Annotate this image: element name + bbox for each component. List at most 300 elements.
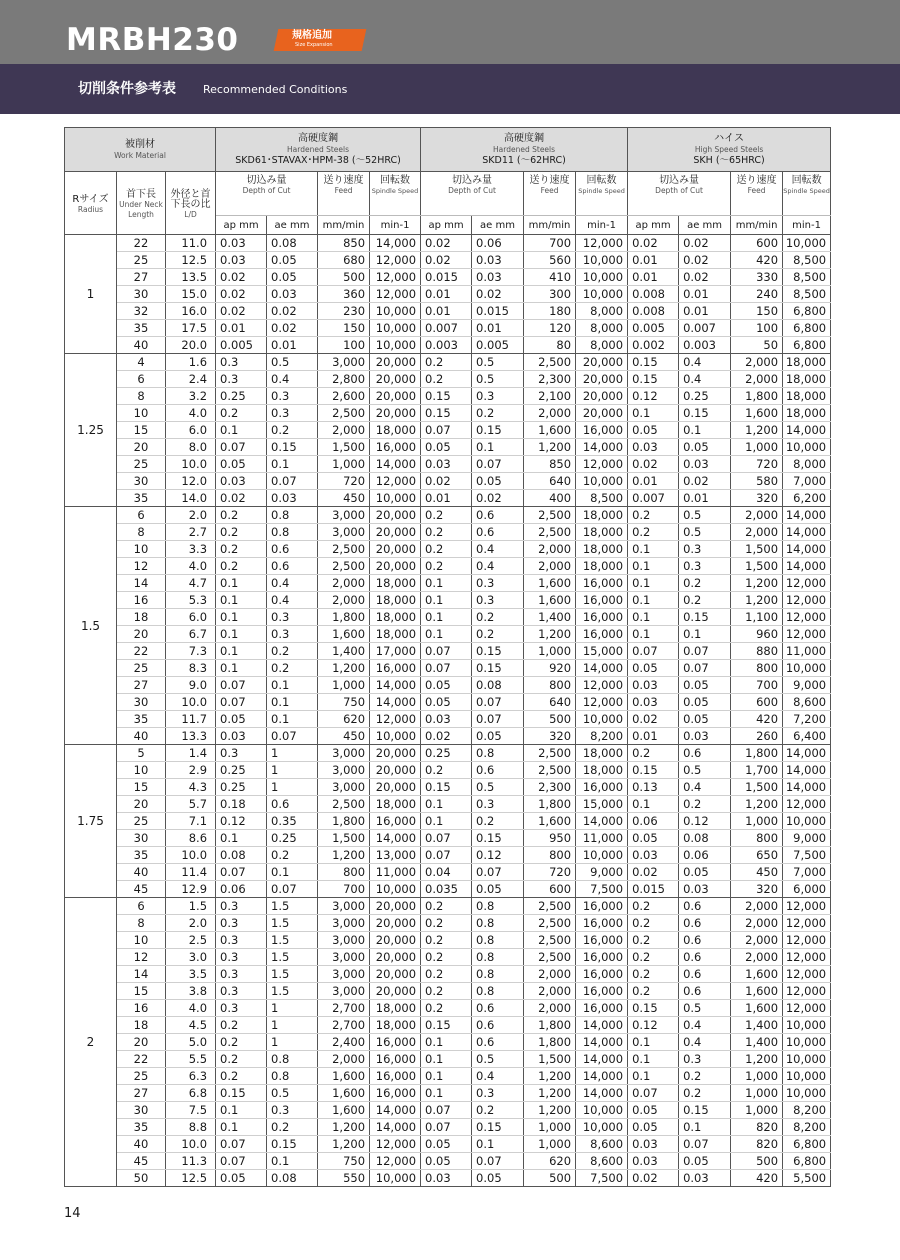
table-cell: 0.15 xyxy=(628,354,679,371)
table-cell: 720 xyxy=(731,456,783,473)
table-cell: 0.005 xyxy=(472,337,524,354)
table-cell: 0.3 xyxy=(216,915,267,932)
table-cell: 2,000 xyxy=(524,558,576,575)
table-cell: 0.07 xyxy=(628,643,679,660)
table-cell: 360 xyxy=(318,286,370,303)
table-cell: 450 xyxy=(318,728,370,745)
table-cell: 0.1 xyxy=(216,592,267,609)
table-cell: 0.3 xyxy=(472,592,524,609)
table-cell: 1,800 xyxy=(524,1017,576,1034)
table-cell: 640 xyxy=(524,473,576,490)
table-cell: 0.1 xyxy=(421,609,472,626)
table-cell: 40 xyxy=(117,728,166,745)
table-cell: 1,800 xyxy=(731,388,783,405)
table-cell: 720 xyxy=(524,864,576,881)
table-cell: 620 xyxy=(318,711,370,728)
conditions-body xyxy=(65,235,831,1187)
table-cell: 0.25 xyxy=(216,762,267,779)
table-cell: 0.15 xyxy=(679,609,731,626)
table-cell: 0.3 xyxy=(472,796,524,813)
table-cell: 8.6 xyxy=(166,830,216,847)
table-cell: 10,000 xyxy=(783,1051,831,1068)
table-cell: 0.1 xyxy=(421,1034,472,1051)
table-row xyxy=(65,490,831,507)
table-cell: 500 xyxy=(524,711,576,728)
table-cell: 0.2 xyxy=(216,1034,267,1051)
table-row xyxy=(65,1068,831,1085)
table-cell: 25 xyxy=(117,456,166,473)
table-cell: 0.07 xyxy=(679,1136,731,1153)
table-cell: 15 xyxy=(117,422,166,439)
table-cell: 0.25 xyxy=(679,388,731,405)
table-cell: 0.008 xyxy=(628,286,679,303)
table-cell: 30 xyxy=(117,1102,166,1119)
table-cell: 2,000 xyxy=(524,541,576,558)
table-cell: 1,000 xyxy=(731,439,783,456)
unit-feed-1: mm/min xyxy=(318,216,370,235)
table-cell: 0.07 xyxy=(421,830,472,847)
table-cell: 16,000 xyxy=(576,983,628,1000)
table-cell: 0.2 xyxy=(267,643,318,660)
table-cell: 12,000 xyxy=(576,677,628,694)
table-cell: 0.6 xyxy=(679,983,731,1000)
table-cell: 0.02 xyxy=(267,303,318,320)
table-cell: 9,000 xyxy=(783,677,831,694)
table-cell: 3,000 xyxy=(318,949,370,966)
table-cell: 2,500 xyxy=(524,762,576,779)
table-cell: 0.07 xyxy=(267,473,318,490)
table-cell: 0.1 xyxy=(267,677,318,694)
table-cell: 0.02 xyxy=(628,235,679,252)
table-cell: 0.3 xyxy=(267,388,318,405)
table-cell: 40 xyxy=(117,1136,166,1153)
table-cell: 0.01 xyxy=(421,286,472,303)
table-cell: 0.015 xyxy=(628,881,679,898)
table-cell: 12.5 xyxy=(166,252,216,269)
table-row xyxy=(65,507,831,524)
table-cell: 0.1 xyxy=(421,813,472,830)
table-cell: 600 xyxy=(731,694,783,711)
table-cell: 0.05 xyxy=(628,1102,679,1119)
table-cell: 2,400 xyxy=(318,1034,370,1051)
table-cell: 0.2 xyxy=(421,1000,472,1017)
table-cell: 0.07 xyxy=(472,864,524,881)
table-cell: 12,000 xyxy=(783,626,831,643)
table-cell: 580 xyxy=(731,473,783,490)
table-cell: 10,000 xyxy=(576,286,628,303)
table-cell: 0.3 xyxy=(472,1085,524,1102)
table-cell: 0.02 xyxy=(679,252,731,269)
table-cell: 0.3 xyxy=(216,983,267,1000)
table-cell: 0.12 xyxy=(216,813,267,830)
material-header-3: ハイス High Speed Steels SKH (～65HRC) xyxy=(628,128,831,172)
table-cell: 0.12 xyxy=(628,388,679,405)
table-cell: 10,000 xyxy=(576,269,628,286)
table-row xyxy=(65,473,831,490)
table-cell: 0.07 xyxy=(679,660,731,677)
table-cell: 0.02 xyxy=(679,269,731,286)
table-cell: 7,500 xyxy=(576,1170,628,1187)
table-cell: 16,000 xyxy=(576,1000,628,1017)
table-cell: 0.05 xyxy=(421,439,472,456)
table-cell: 0.2 xyxy=(421,762,472,779)
table-cell: 9,000 xyxy=(576,864,628,881)
table-cell: 0.07 xyxy=(421,643,472,660)
table-cell: 1,200 xyxy=(731,575,783,592)
table-cell: 0.15 xyxy=(267,1136,318,1153)
table-cell: 14 xyxy=(117,575,166,592)
table-cell: 3,000 xyxy=(318,507,370,524)
table-cell: 0.8 xyxy=(472,745,524,762)
table-row xyxy=(65,1034,831,1051)
table-cell: 0.2 xyxy=(216,1017,267,1034)
table-cell: 8 xyxy=(117,524,166,541)
table-cell: 7.5 xyxy=(166,1102,216,1119)
table-cell: 2.5 xyxy=(166,932,216,949)
table-cell: 2,000 xyxy=(731,354,783,371)
table-cell: 6,200 xyxy=(783,490,831,507)
table-cell: 0.08 xyxy=(267,235,318,252)
table-cell: 0.1 xyxy=(216,643,267,660)
table-cell: 0.07 xyxy=(267,728,318,745)
table-cell: 4.5 xyxy=(166,1017,216,1034)
table-cell: 7.1 xyxy=(166,813,216,830)
table-cell: 20,000 xyxy=(576,354,628,371)
table-cell: 0.05 xyxy=(472,473,524,490)
table-cell: 0.05 xyxy=(679,694,731,711)
table-cell: 20,000 xyxy=(370,915,421,932)
table-cell: 0.5 xyxy=(472,371,524,388)
table-row xyxy=(65,1017,831,1034)
table-cell: 820 xyxy=(731,1136,783,1153)
table-row xyxy=(65,694,831,711)
table-cell: 1,600 xyxy=(524,592,576,609)
table-cell: 8,600 xyxy=(576,1136,628,1153)
table-cell: 0.2 xyxy=(267,1119,318,1136)
table-cell: 0.5 xyxy=(679,507,731,524)
table-cell: 14,000 xyxy=(576,1085,628,1102)
table-cell: 800 xyxy=(524,847,576,864)
table-cell: 0.01 xyxy=(679,303,731,320)
table-cell: 0.04 xyxy=(421,864,472,881)
table-cell: 1,000 xyxy=(731,1085,783,1102)
table-cell: 0.06 xyxy=(679,847,731,864)
table-row xyxy=(65,1000,831,1017)
table-cell: 8,000 xyxy=(576,303,628,320)
table-cell: 12,000 xyxy=(370,286,421,303)
table-cell: 10,000 xyxy=(783,1017,831,1034)
table-cell: 5 xyxy=(117,745,166,762)
table-cell: 0.03 xyxy=(267,490,318,507)
table-cell: 1,600 xyxy=(731,1000,783,1017)
table-cell: 0.2 xyxy=(216,507,267,524)
table-cell: 1,500 xyxy=(318,830,370,847)
unit-feed-2: mm/min xyxy=(524,216,576,235)
table-cell: 7,500 xyxy=(576,881,628,898)
table-row xyxy=(65,966,831,983)
table-cell: 0.2 xyxy=(628,524,679,541)
table-cell: 0.1 xyxy=(216,422,267,439)
table-cell: 1,400 xyxy=(318,643,370,660)
table-cell: 0.12 xyxy=(679,813,731,830)
table-row xyxy=(65,1136,831,1153)
table-cell: 0.8 xyxy=(472,898,524,915)
table-cell: 0.2 xyxy=(421,541,472,558)
table-cell: 0.8 xyxy=(472,966,524,983)
table-row xyxy=(65,592,831,609)
table-cell: 22 xyxy=(117,1051,166,1068)
table-cell: 0.3 xyxy=(472,575,524,592)
table-cell: 0.03 xyxy=(216,473,267,490)
table-cell: 8,500 xyxy=(783,252,831,269)
table-cell: 18 xyxy=(117,1017,166,1034)
table-cell: 0.05 xyxy=(421,694,472,711)
table-cell: 0.8 xyxy=(472,915,524,932)
table-cell: 20,000 xyxy=(370,779,421,796)
table-cell: 0.035 xyxy=(421,881,472,898)
table-cell: 0.07 xyxy=(628,1085,679,1102)
table-cell: 15.0 xyxy=(166,286,216,303)
table-cell: 0.5 xyxy=(267,354,318,371)
table-row xyxy=(65,813,831,830)
table-cell: 1,000 xyxy=(524,643,576,660)
table-cell: 6.8 xyxy=(166,1085,216,1102)
table-cell: 0.02 xyxy=(216,286,267,303)
table-row xyxy=(65,439,831,456)
table-cell: 0.2 xyxy=(628,983,679,1000)
table-cell: 0.02 xyxy=(628,711,679,728)
table-cell: 0.2 xyxy=(421,524,472,541)
table-cell: 16,000 xyxy=(576,779,628,796)
table-cell: 0.4 xyxy=(267,592,318,609)
table-cell: 0.4 xyxy=(679,371,731,388)
table-cell: 14,000 xyxy=(370,830,421,847)
work-material-header: 被削材 Work Material xyxy=(65,128,216,172)
table-cell: 0.05 xyxy=(472,728,524,745)
table-cell: 1,200 xyxy=(524,1068,576,1085)
table-cell: 0.03 xyxy=(679,1170,731,1187)
table-cell: 3,000 xyxy=(318,983,370,1000)
table-cell: 0.05 xyxy=(679,439,731,456)
table-cell: 14,000 xyxy=(783,524,831,541)
table-cell: 1,000 xyxy=(731,813,783,830)
table-cell: 10,000 xyxy=(370,728,421,745)
table-cell: 0.3 xyxy=(216,966,267,983)
table-cell: 2,100 xyxy=(524,388,576,405)
table-cell: 700 xyxy=(731,677,783,694)
table-cell: 14,000 xyxy=(576,1051,628,1068)
table-cell: 4.3 xyxy=(166,779,216,796)
table-cell: 0.03 xyxy=(628,1136,679,1153)
table-cell: 50 xyxy=(731,337,783,354)
table-cell: 18,000 xyxy=(576,558,628,575)
table-cell: 2,500 xyxy=(524,524,576,541)
table-cell: 13.3 xyxy=(166,728,216,745)
table-cell: 0.1 xyxy=(216,1102,267,1119)
table-cell: 0.3 xyxy=(216,932,267,949)
table-cell: 1,600 xyxy=(731,405,783,422)
table-cell: 5,500 xyxy=(783,1170,831,1187)
table-cell: 1,600 xyxy=(731,966,783,983)
table-cell: 2,500 xyxy=(524,507,576,524)
table-row xyxy=(65,1119,831,1136)
material-header-1: 高硬度鋼 Hardened Steels SKD61･STAVAX･HPM-38 (～52HRC) xyxy=(216,128,421,172)
table-cell: 1 xyxy=(267,1034,318,1051)
table-cell: 0.07 xyxy=(421,847,472,864)
table-cell: 14,000 xyxy=(783,541,831,558)
table-row xyxy=(65,1051,831,1068)
table-cell: 0.2 xyxy=(216,1068,267,1085)
table-cell: 3,000 xyxy=(318,762,370,779)
table-cell: 0.005 xyxy=(628,320,679,337)
table-cell: 0.007 xyxy=(679,320,731,337)
table-cell: 0.02 xyxy=(267,320,318,337)
table-cell: 0.1 xyxy=(267,711,318,728)
table-cell: 16,000 xyxy=(576,915,628,932)
table-cell: 0.05 xyxy=(421,1136,472,1153)
table-row xyxy=(65,575,831,592)
table-cell: 0.01 xyxy=(628,269,679,286)
unit-speed-2: min-1 xyxy=(576,216,628,235)
table-cell: 16,000 xyxy=(576,422,628,439)
table-row xyxy=(65,252,831,269)
table-cell: 1,000 xyxy=(524,1136,576,1153)
table-cell: 0.4 xyxy=(472,558,524,575)
table-cell: 880 xyxy=(731,643,783,660)
table-cell: 14,000 xyxy=(576,813,628,830)
table-cell: 420 xyxy=(731,711,783,728)
table-cell: 11.3 xyxy=(166,1153,216,1170)
table-cell: 150 xyxy=(731,303,783,320)
table-cell: 0.1 xyxy=(628,405,679,422)
table-cell: 150 xyxy=(318,320,370,337)
table-cell: 0.5 xyxy=(679,762,731,779)
table-cell: 0.1 xyxy=(267,1153,318,1170)
table-cell: 0.3 xyxy=(216,898,267,915)
table-cell: 0.07 xyxy=(421,422,472,439)
table-cell: 16 xyxy=(117,1000,166,1017)
table-cell: 0.15 xyxy=(216,1085,267,1102)
table-cell: 12,000 xyxy=(576,694,628,711)
table-cell: 9.0 xyxy=(166,677,216,694)
table-row xyxy=(65,643,831,660)
table-cell: 0.3 xyxy=(267,626,318,643)
table-cell: 800 xyxy=(524,677,576,694)
table-cell: 20,000 xyxy=(370,898,421,915)
table-cell: 20,000 xyxy=(576,388,628,405)
table-cell: 0.03 xyxy=(421,1170,472,1187)
table-cell: 0.01 xyxy=(421,490,472,507)
table-cell: 0.2 xyxy=(472,626,524,643)
table-cell: 0.2 xyxy=(267,847,318,864)
table-cell: 0.1 xyxy=(421,1068,472,1085)
table-cell: 35 xyxy=(117,847,166,864)
table-cell: 1.5 xyxy=(267,966,318,983)
table-cell: 2,000 xyxy=(731,507,783,524)
table-cell: 1,200 xyxy=(731,1051,783,1068)
table-row xyxy=(65,983,831,1000)
table-cell: 16,000 xyxy=(576,609,628,626)
table-cell: 1.5 xyxy=(267,983,318,1000)
table-cell: 0.2 xyxy=(628,949,679,966)
table-cell: 2,700 xyxy=(318,1017,370,1034)
table-cell: 17.5 xyxy=(166,320,216,337)
table-cell: 0.05 xyxy=(267,252,318,269)
table-cell: 0.3 xyxy=(472,388,524,405)
table-cell: 680 xyxy=(318,252,370,269)
table-cell: 120 xyxy=(524,320,576,337)
table-cell: 0.05 xyxy=(628,422,679,439)
table-cell: 0.3 xyxy=(267,609,318,626)
table-cell: 300 xyxy=(524,286,576,303)
table-cell: 0.03 xyxy=(628,439,679,456)
table-cell: 18,000 xyxy=(576,762,628,779)
table-cell: 0.4 xyxy=(679,1017,731,1034)
table-row xyxy=(65,915,831,932)
table-cell: 1,800 xyxy=(524,796,576,813)
table-row xyxy=(65,235,831,252)
table-cell: 0.15 xyxy=(679,405,731,422)
table-cell: 11,000 xyxy=(576,830,628,847)
table-cell: 2,000 xyxy=(731,915,783,932)
table-cell: 18,000 xyxy=(370,796,421,813)
table-cell: 0.03 xyxy=(628,1153,679,1170)
table-cell: 0.1 xyxy=(679,1119,731,1136)
table-cell: 240 xyxy=(731,286,783,303)
table-cell: 1,600 xyxy=(318,626,370,643)
table-cell: 800 xyxy=(318,864,370,881)
table-cell: 0.05 xyxy=(628,830,679,847)
table-cell: 0.8 xyxy=(267,1051,318,1068)
table-cell: 100 xyxy=(318,337,370,354)
table-cell: 0.06 xyxy=(472,235,524,252)
table-cell: 8,000 xyxy=(576,320,628,337)
table-cell: 1,600 xyxy=(731,983,783,1000)
table-cell: 1,500 xyxy=(524,1051,576,1068)
table-cell: 1,700 xyxy=(731,762,783,779)
table-cell: 0.02 xyxy=(679,235,731,252)
table-cell: 20 xyxy=(117,796,166,813)
table-cell: 12,000 xyxy=(783,949,831,966)
table-cell: 500 xyxy=(524,1170,576,1187)
table-cell: 4.0 xyxy=(166,558,216,575)
table-cell: 0.6 xyxy=(472,1034,524,1051)
table-cell: 1,200 xyxy=(524,439,576,456)
table-cell: 16,000 xyxy=(370,439,421,456)
table-cell: 20,000 xyxy=(370,371,421,388)
material-header-2: 高硬度鋼 Hardened Steels SKD11 (～62HRC) xyxy=(421,128,628,172)
table-cell: 10,000 xyxy=(783,439,831,456)
table-cell: 0.1 xyxy=(421,1051,472,1068)
table-cell: 720 xyxy=(318,473,370,490)
table-cell: 14,000 xyxy=(576,439,628,456)
table-cell: 1,000 xyxy=(318,677,370,694)
table-cell: 1.5 xyxy=(267,949,318,966)
table-row xyxy=(65,303,831,320)
table-cell: 320 xyxy=(731,881,783,898)
table-cell: 0.6 xyxy=(679,898,731,915)
table-cell: 8,500 xyxy=(576,490,628,507)
table-cell: 0.08 xyxy=(472,677,524,694)
table-row xyxy=(65,762,831,779)
table-cell: 180 xyxy=(524,303,576,320)
table-cell: 20,000 xyxy=(370,745,421,762)
table-cell: 0.07 xyxy=(216,439,267,456)
table-cell: 2,700 xyxy=(318,1000,370,1017)
table-cell: 18,000 xyxy=(576,507,628,524)
table-cell: 16,000 xyxy=(576,592,628,609)
table-cell: 600 xyxy=(524,881,576,898)
